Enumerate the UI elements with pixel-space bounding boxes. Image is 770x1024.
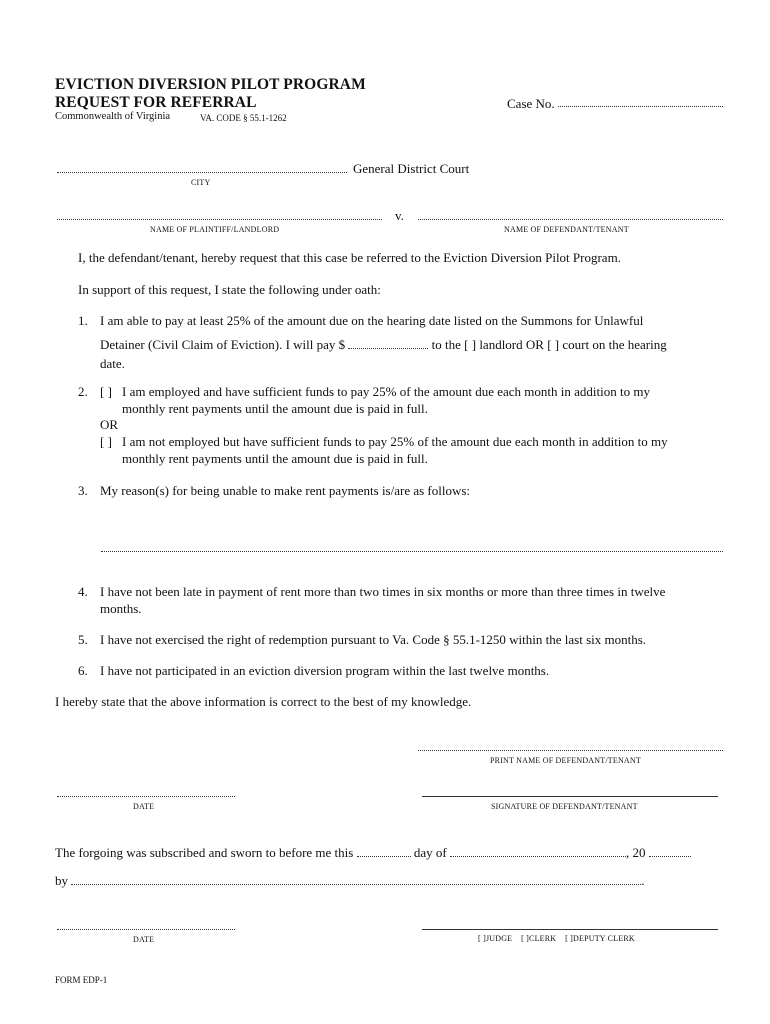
date-field[interactable] bbox=[57, 796, 235, 797]
support-statement: In support of this request, I state the following under oath: bbox=[78, 282, 381, 297]
item2-number: 2. bbox=[78, 384, 88, 399]
item1-number: 1. bbox=[78, 313, 88, 328]
jurat-date-field[interactable] bbox=[57, 929, 235, 930]
item1-line2-text-d: court on the hearing bbox=[562, 337, 667, 352]
judge-checkbox[interactable]: [ ] bbox=[478, 934, 486, 943]
item1-line2 bbox=[100, 337, 667, 353]
item1-line3: date. bbox=[100, 356, 125, 371]
jurat-year-field[interactable] bbox=[649, 846, 691, 857]
jurat-line bbox=[55, 845, 691, 861]
by-label: by bbox=[55, 873, 68, 888]
jurat-month-field[interactable] bbox=[450, 846, 626, 857]
court-label: General District Court bbox=[353, 161, 470, 176]
jurat-text-b: day of bbox=[413, 845, 447, 860]
jurat-day-field[interactable] bbox=[357, 846, 411, 857]
by-line bbox=[55, 873, 645, 889]
plaintiff-caption: NAME OF PLAINTIFF/LANDLORD bbox=[150, 225, 280, 234]
form-title-line2: REQUEST FOR REFERRAL bbox=[55, 94, 257, 111]
by-end: . bbox=[641, 873, 645, 888]
item2-option2-line2: monthly rent payments until the amount due is paid in full. bbox=[122, 451, 428, 466]
item1-line2-text-c: landlord OR bbox=[479, 337, 544, 352]
case-no-field[interactable] bbox=[558, 106, 723, 107]
print-name-field[interactable] bbox=[418, 750, 723, 751]
reasons-field[interactable] bbox=[101, 551, 723, 552]
deputy-clerk-checkbox[interactable]: [ ] bbox=[565, 934, 574, 943]
city-caption: CITY bbox=[191, 178, 211, 187]
jurisdiction-label: Commonwealth of Virginia bbox=[55, 111, 171, 122]
jurat-text-a: The forgoing was subscribed and sworn to before me this bbox=[55, 845, 354, 860]
item6-text: I have not participated in an eviction diversion program within the last twelve months. bbox=[100, 663, 550, 678]
item1-line1: I am able to pay at least 25% of the amount due on the hearing date listed on the Summons for Unlawful bbox=[100, 313, 644, 328]
employed-checkbox[interactable]: [ ] bbox=[100, 384, 112, 399]
jurat-text-c: , 20 bbox=[625, 845, 646, 860]
court-checkbox[interactable]: [ ] bbox=[547, 337, 560, 352]
item5-text: I have not exercised the right of redemption pursuant to Va. Code § 55.1-1250 within the last six months. bbox=[100, 632, 647, 647]
jurat-date-caption: DATE bbox=[133, 935, 155, 944]
form-id: FORM EDP-1 bbox=[55, 975, 108, 985]
versus-label: v. bbox=[395, 208, 404, 223]
official-role-options bbox=[478, 934, 635, 943]
item2-option1-line2: monthly rent payments until the amount due is paid in full. bbox=[122, 401, 428, 416]
deputy-clerk-label: DEPUTY CLERK bbox=[573, 934, 635, 943]
intro-statement: I, the defendant/tenant, hereby request that this case be referred to the Eviction Diversion Pilot Program. bbox=[78, 250, 621, 265]
by-field[interactable] bbox=[71, 874, 641, 885]
item1-line2-text-a: Detainer (Civil Claim of Eviction). I will pay $ bbox=[100, 337, 346, 352]
form-title-line1: EVICTION DIVERSION PILOT PROGRAM bbox=[55, 76, 366, 93]
item2-option2-line1: I am not employed but have sufficient funds to pay 25% of the amount due each month in addition to my bbox=[122, 434, 668, 449]
not-employed-checkbox[interactable]: [ ] bbox=[100, 434, 112, 449]
item6-number: 6. bbox=[78, 663, 88, 678]
signature-field[interactable] bbox=[422, 796, 718, 797]
signature-caption: SIGNATURE OF DEFENDANT/TENANT bbox=[491, 802, 638, 811]
landlord-checkbox[interactable]: [ ] bbox=[464, 337, 477, 352]
judge-label: JUDGE bbox=[485, 934, 513, 943]
date-caption: DATE bbox=[133, 802, 155, 811]
clerk-checkbox[interactable]: [ ] bbox=[521, 934, 530, 943]
item3-text: My reason(s) for being unable to make rent payments is/are as follows: bbox=[100, 483, 471, 498]
item2-option1-line1: I am employed and have sufficient funds to pay 25% of the amount due each month in addition to my bbox=[122, 384, 650, 399]
city-field[interactable] bbox=[57, 172, 347, 173]
defendant-caption: NAME OF DEFENDANT/TENANT bbox=[504, 225, 629, 234]
item3-number: 3. bbox=[78, 483, 88, 498]
case-no-label: Case No. bbox=[507, 96, 555, 111]
item1-line2-text-b: to the bbox=[431, 337, 461, 352]
item2-or: OR bbox=[100, 417, 119, 432]
defendant-name-field[interactable] bbox=[418, 219, 723, 220]
attestation-statement: I hereby state that the above information is correct to the best of my knowledge. bbox=[55, 694, 472, 709]
item4-line2: months. bbox=[100, 601, 142, 616]
clerk-label: CLERK bbox=[529, 934, 557, 943]
item4-line1: I have not been late in payment of rent more than two times in six months or more than three times in twelve bbox=[100, 584, 666, 599]
print-name-caption: PRINT NAME OF DEFENDANT/TENANT bbox=[490, 756, 641, 765]
item5-number: 5. bbox=[78, 632, 88, 647]
official-signature-field[interactable] bbox=[422, 929, 718, 930]
code-citation: VA. CODE § 55.1-1262 bbox=[200, 113, 287, 123]
plaintiff-name-field[interactable] bbox=[57, 219, 382, 220]
item4-number: 4. bbox=[78, 584, 88, 599]
amount-field[interactable] bbox=[348, 338, 428, 349]
